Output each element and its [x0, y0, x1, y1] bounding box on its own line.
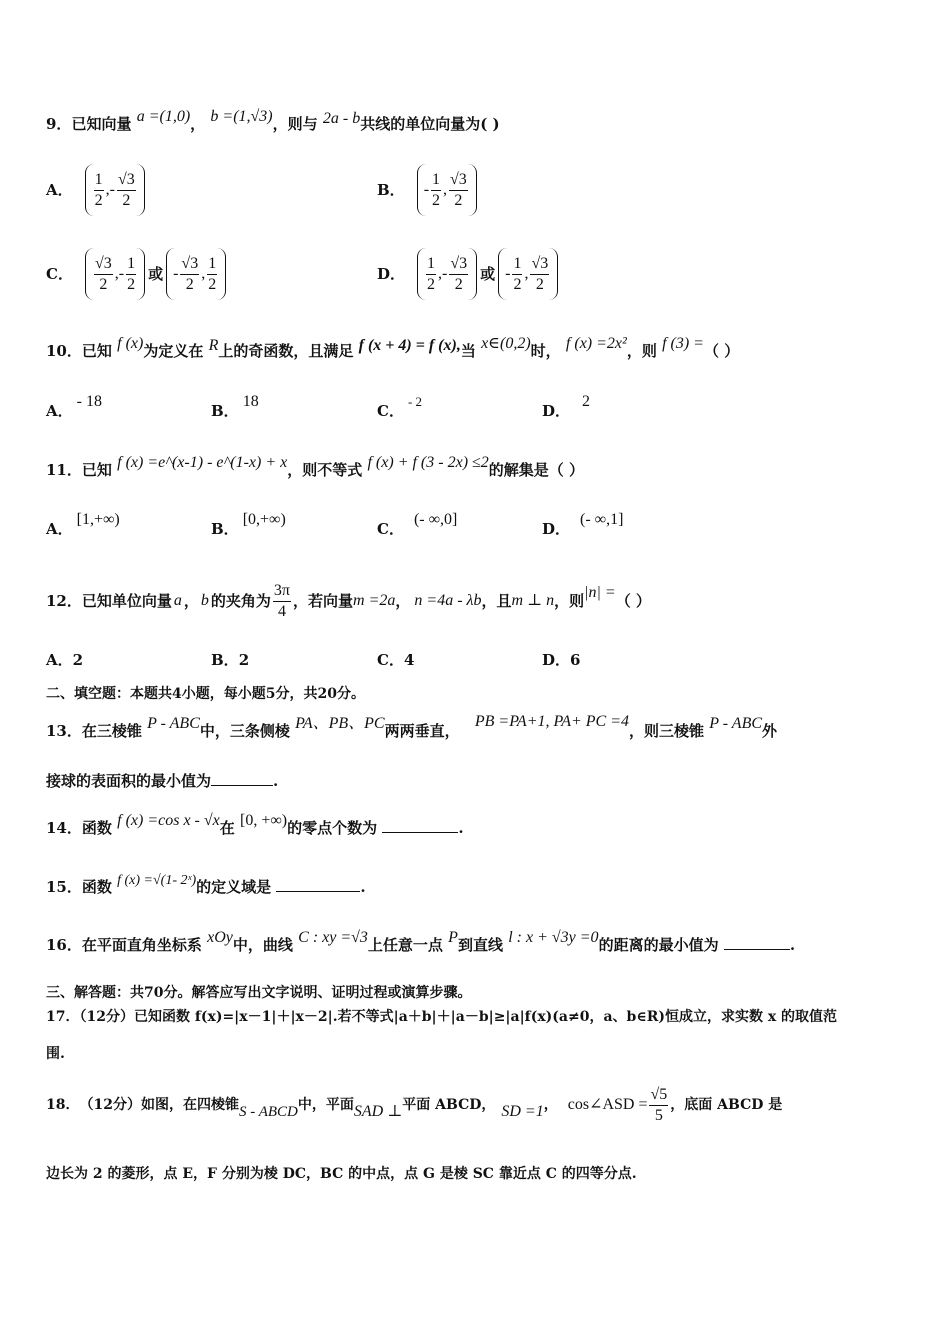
q9-stem: 9．已知向量 a =(1,0)， b =(1,√3)，则与 2a - b共线的单位向量为( )	[46, 108, 500, 133]
q10-stem: 10．已知 f (x)为定义在 R上的奇函数，且满足 f (x + 4) = f (x),当 x∈(0,2)时， f (x) =2x²，则 f (3) =（ ）	[46, 335, 740, 360]
q12-option-c: C．4	[377, 651, 415, 669]
q9-option-a: A． $\frac{1}{2}$ ,- $\frac{√3}{2}$	[46, 162, 145, 218]
q11-number: 11．	[46, 461, 82, 479]
q17-stem: 17．（12分）已知函数 f(x)=|x－1|＋|x－2|.若不等式|a＋b|＋|a－b|≥|a|f(x)(a≠0，a、b∈R)恒成立，求实数 x 的取值范	[46, 1009, 838, 1025]
q15-number: 15．	[46, 878, 82, 896]
q9-expression: 2a - b	[322, 110, 361, 127]
q12-option-b: B．2	[211, 651, 250, 669]
q18-stem-cont: 边长为 2 的菱形，点 E，F 分别为棱 DC，BC 的中点，点 G 是棱 SC 靠近点 C 的四等分点.	[46, 1166, 637, 1182]
q14-number: 14．	[46, 819, 82, 837]
q15-answer-blank[interactable]	[276, 891, 360, 892]
section-fill-in-heading: 二、填空题：本题共4小题，每小题5分，共20分。	[46, 686, 365, 702]
q9-option-b: B． - $\frac{1}{2}$ , $\frac{√3}{2}$	[377, 162, 477, 218]
q10-option-a: A．- 18	[46, 393, 102, 420]
q12-option-d: D．6	[542, 651, 581, 669]
q11-option-c: C．(- ∞,0]	[377, 511, 458, 538]
q17-stem-cont: 围.	[46, 1046, 65, 1062]
q11-option-b: B．[0,+∞)	[211, 511, 286, 538]
q18-stem: 18． （12分）如图，在四棱锥 S - ABCD 中，平面 SAD ⊥ 平面 ABCD， SD =1 ， cos∠ASD = $\frac{√5}{5}$ ，底面 ABCD 是	[46, 1085, 783, 1124]
q16-number: 16．	[46, 936, 82, 954]
q14-answer-blank[interactable]	[382, 832, 458, 833]
q9-number: 9．	[46, 115, 72, 133]
q10-periodic-condition: f (x + 4) = f (x),	[358, 337, 461, 354]
q10-number: 10．	[46, 342, 82, 360]
q12-option-a: A．2	[46, 651, 84, 669]
q11-inequality: f (x) + f (3 - 2x) ≤2	[367, 454, 489, 471]
q11-stem: 11．已知 f (x) =e^(x-1) - e^(1-x) + x，则不等式 f (x) + f (3 - 2x) ≤2的解集是（ ）	[46, 454, 585, 479]
q12-angle: $\frac{3\pi}{4}$	[273, 581, 290, 620]
q9-vector-a: a =(1,0)	[136, 108, 191, 125]
q12-stem: 12． 已知单位向量 a ， b 的夹角为 $\frac{3\pi}{4}$ ，若向量 m =2a ， n =4a - λb ，且 m ⊥ n ，则 |n| = （ ）	[46, 581, 651, 620]
q18-cos-value: $\frac{√5}{5}$	[650, 1085, 668, 1124]
q9-option-d: D． $\frac{1}{2}$ ,- $\frac{√3}{2}$ 或 - $\frac{1}{2}$ , $\frac{√3}{2}$	[377, 246, 558, 302]
q15-stem: 15．函数 f (x) =√(1- 2ˣ)的定义域是 .	[46, 873, 366, 896]
q11-function: f (x) =e^(x-1) - e^(1-x) + x	[117, 454, 288, 471]
q16-answer-blank[interactable]	[724, 949, 790, 950]
q13-answer-blank[interactable]	[211, 785, 273, 786]
q10-option-b: B．18	[211, 393, 259, 420]
q13-number: 13．	[46, 722, 82, 740]
q10-option-d: D．2	[542, 393, 591, 420]
q10-option-c: C．- 2	[377, 394, 423, 420]
q13-stem-cont: 接球的表面积的最小值为 .	[46, 772, 279, 790]
q9-option-b-vector: - $\frac{1}{2}$ , $\frac{√3}{2}$	[417, 164, 477, 216]
q12-number: 12．	[46, 592, 82, 610]
q16-stem: 16．在平面直角坐标系 xOy中，曲线 C : xy =√3上任意一点 P到直线 l : x + √3y =0的距离的最小值为 .	[46, 929, 796, 954]
section-solution-heading: 三、解答题：共70分。解答应写出文字说明、证明过程或演算步骤。	[46, 985, 472, 1001]
q18-number: 18．	[46, 1097, 80, 1113]
q9-vector-b: b =(1,√3)	[210, 108, 273, 125]
q11-option-d: D．(- ∞,1]	[542, 511, 624, 538]
q11-option-a: A．[1,+∞)	[46, 511, 120, 538]
q14-stem: 14．函数 f (x) =cos x - √x在 [0, +∞)的零点个数为 .	[46, 812, 464, 837]
q13-stem: 13．在三棱锥 P - ABC中，三条侧棱 PA、PB、PC两两垂直， PB =PA+1, PA+ PC =4，则三棱锥 P - ABC外	[46, 713, 778, 740]
q9-option-a-vector: $\frac{1}{2}$ ,- $\frac{√3}{2}$	[85, 164, 145, 216]
q9-option-c: C． $\frac{√3}{2}$ ,- $\frac{1}{2}$ 或 - $\frac{√3}{2}$ , $\frac{1}{2}$	[46, 246, 226, 302]
